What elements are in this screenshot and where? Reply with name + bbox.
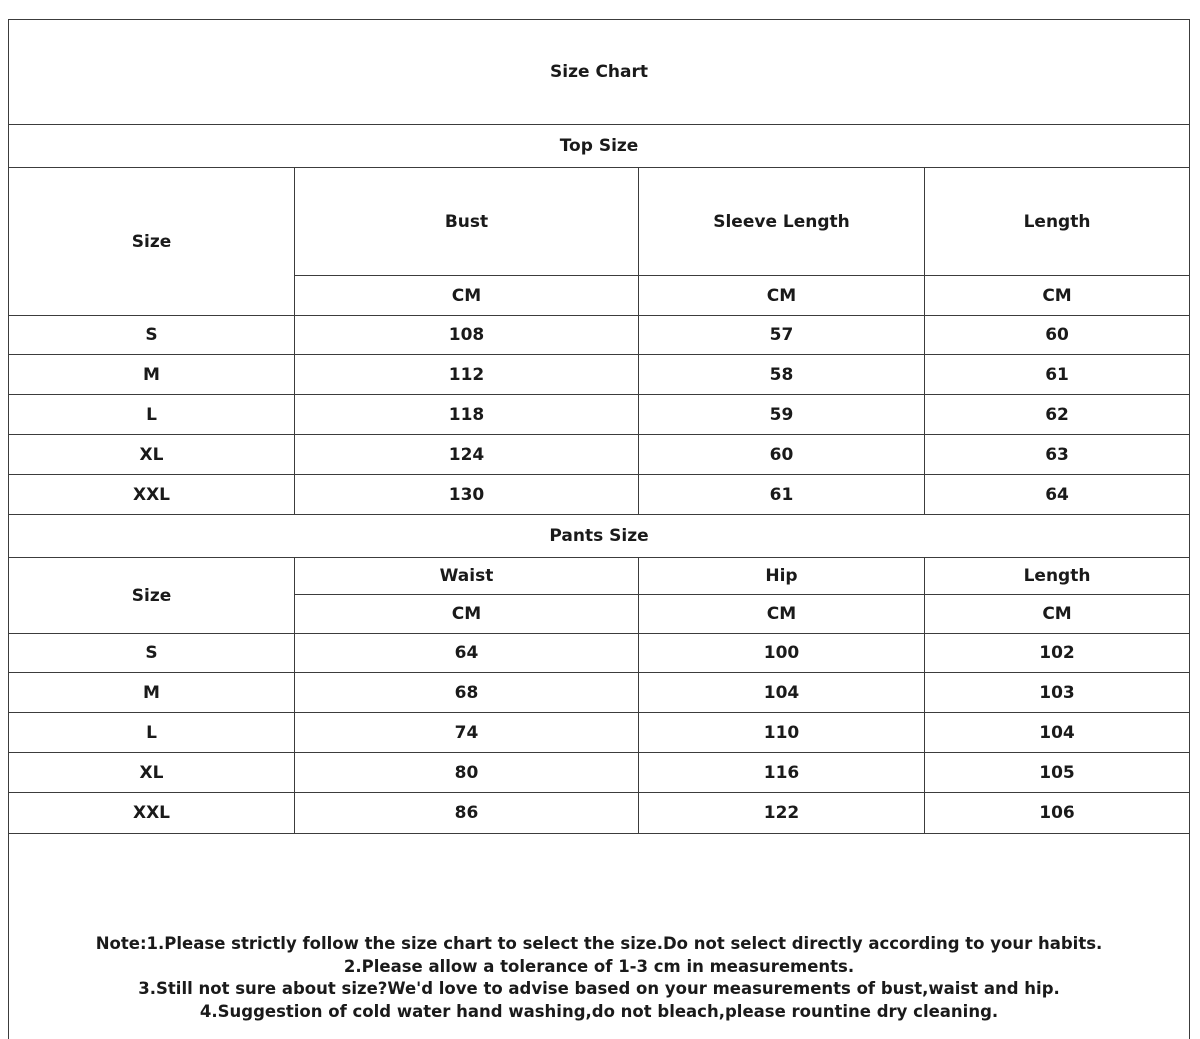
pants-waist-cell: 74 [295,713,639,753]
notes-row [9,834,1190,1039]
pants-unit-hip: CM [639,595,925,634]
pants-size-cell: XL [9,753,295,793]
table-row [9,395,1190,435]
top-size-title: Top Size [9,125,1190,168]
top-sleeve-cell: 57 [639,316,925,355]
pants-header-row [9,558,1190,595]
top-length-cell: 60 [925,316,1190,355]
pants-hip-cell: 110 [639,713,925,753]
note-line: 4.Suggestion of cold water hand washing,do not bleach,please rountine dry cleaning. [9,1001,1189,1024]
pants-size-title: Pants Size [9,515,1190,558]
top-bust-cell: 112 [295,355,639,395]
top-section-row [9,125,1190,168]
table-row [9,793,1190,834]
size-chart-table [8,19,1190,1039]
top-sleeve-cell: 61 [639,475,925,515]
pants-length-cell: 106 [925,793,1190,834]
note-line: Note:1.Please strictly follow the size chart to select the size.Do not select directly according to your habits. [9,933,1189,956]
pants-waist-cell: 64 [295,634,639,673]
top-bust-cell: 124 [295,435,639,475]
pants-unit-waist: CM [295,595,639,634]
top-unit-sleeve-length: CM [639,276,925,316]
top-length-cell: 63 [925,435,1190,475]
table-row [9,713,1190,753]
pants-size-cell: XXL [9,793,295,834]
top-unit-bust: CM [295,276,639,316]
top-col-header-bust: Bust [295,168,639,276]
table-row [9,634,1190,673]
chart-title: Size Chart [9,20,1190,125]
table-row [9,355,1190,395]
top-sleeve-cell: 60 [639,435,925,475]
pants-waist-cell: 86 [295,793,639,834]
table-row [9,673,1190,713]
pants-length-cell: 103 [925,673,1190,713]
top-length-cell: 61 [925,355,1190,395]
pants-section-row [9,515,1190,558]
pants-col-header-hip: Hip [639,558,925,595]
table-row [9,753,1190,793]
pants-hip-cell: 100 [639,634,925,673]
note-line: 3.Still not sure about size?We'd love to advise based on your measurements of bust,waist and hip. [9,978,1189,1001]
pants-size-cell: S [9,634,295,673]
pants-waist-cell: 68 [295,673,639,713]
table-row [9,316,1190,355]
title-row [9,20,1190,125]
top-size-cell: M [9,355,295,395]
top-unit-length: CM [925,276,1190,316]
top-header-row [9,168,1190,276]
pants-col-header-length: Length [925,558,1190,595]
top-bust-cell: 118 [295,395,639,435]
pants-unit-length: CM [925,595,1190,634]
top-size-header: Size [9,168,295,316]
note-line: 2.Please allow a tolerance of 1-3 cm in measurements. [9,956,1189,979]
top-bust-cell: 108 [295,316,639,355]
top-size-cell: S [9,316,295,355]
top-length-cell: 62 [925,395,1190,435]
top-sleeve-cell: 58 [639,355,925,395]
pants-hip-cell: 104 [639,673,925,713]
pants-size-cell: L [9,713,295,753]
pants-size-cell: M [9,673,295,713]
top-col-header-sleeve-length: Sleeve Length [639,168,925,276]
pants-hip-cell: 116 [639,753,925,793]
top-size-cell: L [9,395,295,435]
pants-size-header: Size [9,558,295,634]
table-row [9,435,1190,475]
top-length-cell: 64 [925,475,1190,515]
notes-block [9,834,1190,1039]
top-sleeve-cell: 59 [639,395,925,435]
top-size-cell: XL [9,435,295,475]
pants-length-cell: 102 [925,634,1190,673]
top-col-header-length: Length [925,168,1190,276]
pants-waist-cell: 80 [295,753,639,793]
pants-length-cell: 104 [925,713,1190,753]
top-bust-cell: 130 [295,475,639,515]
pants-length-cell: 105 [925,753,1190,793]
pants-col-header-waist: Waist [295,558,639,595]
top-size-cell: XXL [9,475,295,515]
table-row [9,475,1190,515]
pants-hip-cell: 122 [639,793,925,834]
